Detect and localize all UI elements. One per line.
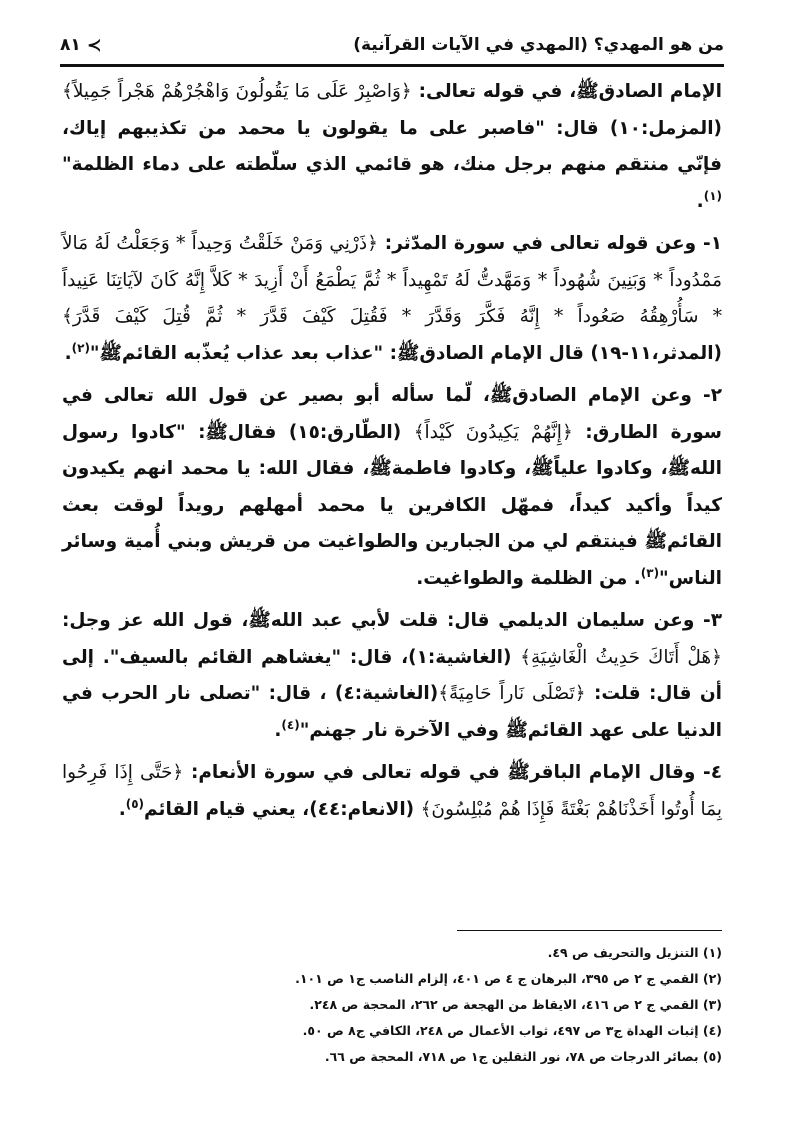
quran-verse: ﴿حَتَّى إِذَا فَرِحُوا بِمَا أُوتُوا أَخَذْنَاهُمْ بَغْتَةً فَإِذَا هُمْ مُبْلِسُونَ﴾ xyxy=(62,762,722,820)
quran-verse: ﴿تَصْلَى نَاراً حَامِيَةً﴾ xyxy=(438,683,586,704)
paragraph-1: ١- وعن قوله تعالى في سورة المدّثر: ﴿ذَرْنِي وَمَنْ خَلَقْتُ وَحِيداً * وَجَعَلْتُ لَهُ مَالاً مَمْدُوداً * وَبَنِينَ شُهُوداً * وَمَهَّدتُّ لَهُ تَمْهِيداً * ثُمَّ يَطْمَعُ أَنْ أَزِيدَ * كَلاَّ إِنَّهُ كَانَ لآيَاتِنَا عَنِيداً * سَأُرْهِقُهُ صَعُوداً * إِنَّهُ فَكَّرَ وَقَدَّرَ * فَقُتِلَ كَيْفَ قَدَّرَ * ثُمَّ قُتِلَ كَيْفَ قَدَّرَ﴾(المدثر،١١-١٩) قال الإمام الصادقﷺ: "عذاب بعد عذاب يُعذّبه القائمﷺ"$^{(٢)}$. xyxy=(62,233,722,364)
footnote-ref: (٤) xyxy=(281,717,300,732)
paragraph-2: ٢- وعن الإمام الصادقﷺ، لّما سأله أبو بصير عن قول الله تعالى في سورة الطارق: ﴿إِنَّهُمْ يَكِيدُونَ كَيْداً﴾ (الطّارق:١٥) فقالﷺ: "كادوا رسول اللهﷺ، وكادوا علياًﷺ، وكادوا فاطمةﷺ، فقال الله: يا محمد انهم يكيدون كيداً وأكيد كيداً، فمهّل الكافرين يا محمد أمهلهم رويداً لوقت بعث القائمﷺ فينتقم لي من الجبارين والطواغيت من قريش وبني أُمية وسائر الناس"$^{(٣)}$. من الظلمة والطواغيت. xyxy=(62,385,722,589)
footnote-4: (٤) إثبات الهداة ج٣ ص ٤٩٧، ثواب الأعمال ص ٢٤٨، الكافي ج٨ ص ٥٠. xyxy=(302,1023,722,1038)
page-number: ٨١ xyxy=(60,35,81,55)
footnote-ref: (٣) xyxy=(640,565,660,580)
running-header xyxy=(60,28,724,62)
header-rule xyxy=(60,64,724,67)
paragraph-3: ٣- وعن سليمان الديلمي قال: قلت لأبي عبد اللهﷺ، قول الله عز وجل: ﴿هَلْ أَتَاكَ حَدِيثُ الْغَاشِيَةِ﴾ (الغاشية:١)، قال: "يغشاهم القائم بالسيف". إلى أن قال: قلت: ﴿تَصْلَى نَاراً حَامِيَةً﴾(الغاشية:٤) ، قال: "تصلى نار الحرب في الدنيا على عهد القائمﷺ وفي الآخرة نار جهنم"$^{(٤)}$. xyxy=(62,610,722,741)
footnote-1: (١) التنزيل والتحريف ص ٤٩. xyxy=(547,945,722,960)
page-number-group xyxy=(60,35,102,56)
footnote-5: (٥) بصائر الدرجات ص ٧٨، نور الثقلين ج١ ص ٧١٨، المحجة ص ٦٦. xyxy=(324,1049,722,1064)
footnote-3: (٣) القمي ج ٢ ص ٤١٦، الايقاظ من الهجعة ص ٢٦٢، المحجة ص ٢٤٨. xyxy=(309,997,722,1012)
quran-verse: ﴿وَاصْبِرْ عَلَى مَا يَقُولُونَ وَاهْجُرْهُمْ هَجْراً جَمِيلاً﴾ xyxy=(62,81,412,102)
quran-verse: ﴿هَلْ أَتَاكَ حَدِيثُ الْغَاشِيَةِ﴾ xyxy=(520,646,722,668)
quran-verse: ﴿ذَرْنِي وَمَنْ خَلَقْتُ وَحِيداً * وَجَعَلْتُ لَهُ مَالاً مَمْدُوداً * وَبَنِينَ شُهُوداً * وَمَهَّدتُّ لَهُ تَمْهِيداً * ثُمَّ يَطْمَعُ أَنْ أَزِيدَ * كَلاَّ إِنَّهُ كَانَ لآيَاتِنَا عَنِيداً * سَأُرْهِقُهُ صَعُوداً * إِنَّهُ فَكَّرَ وَقَدَّرَ * فَقُتِلَ كَيْفَ قَدَّرَ * ثُمَّ قُتِلَ كَيْفَ قَدَّرَ﴾ xyxy=(62,233,722,327)
main-text xyxy=(62,74,722,834)
paragraph-4: ٤- وقال الإمام الباقرﷺ في قوله تعالى في سورة الأنعام: ﴿حَتَّى إِذَا فَرِحُوا بِمَا أُوتُوا أَخَذْنَاهُمْ بَغْتَةً فَإِذَا هُمْ مُبْلِسُونَ﴾ (الانعام:٤٤)، يعني قيام القائم$^{(٥)}$. xyxy=(62,762,722,820)
footnotes xyxy=(62,940,722,1070)
footnote-ref: (٥) xyxy=(125,796,145,811)
header-title: من هو المهدي؟ (المهدي في الآيات القرآنية) xyxy=(353,35,724,55)
footnote-separator xyxy=(457,930,722,931)
paragraph-intro: الإمام الصادقﷺ، في قوله تعالى: ﴿وَاصْبِرْ عَلَى مَا يَقُولُونَ وَاهْجُرْهُمْ هَجْراً جَمِيلاً﴾ (المزمل:١٠) قال: "فاصبر على ما يقولون يا محمد من تكذيبهم إياك، فإنّي منتقم منهم برجل منك، هو قائمي الذي سلّطته على دماء الظلمة"$^{(١)}$. xyxy=(62,81,722,212)
quran-verse: ﴿إِنَّهُمْ يَكِيدُونَ كَيْداً﴾ xyxy=(413,421,573,443)
footnote-2: (٢) القمي ج ٢ ص ٣٩٥، البرهان ج ٤ ص ٤٠١، إلزام الناصب ج١ ص ١٠١. xyxy=(295,971,722,986)
arrow-icon: ≺ xyxy=(86,34,102,56)
footnote-ref: (٢) xyxy=(71,340,90,355)
footnote-ref: (١) xyxy=(703,188,722,203)
